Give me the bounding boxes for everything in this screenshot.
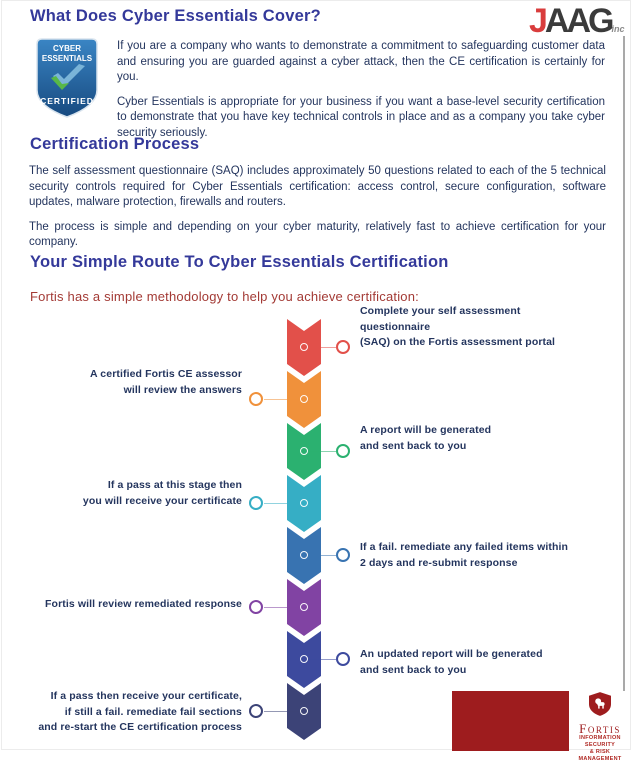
intro-paragraph-1: If you are a company who wants to demonstrate a commitment to safeguarding customer data and ensuring you are guarded against a cyber attack, then the CE certification is certainly for you. (117, 40, 605, 83)
step-2-connector (264, 399, 300, 400)
step-4-ring-icon (249, 496, 263, 510)
step-7-ring-icon (336, 652, 350, 666)
badge-line2: ESSENTIALS (41, 54, 93, 63)
footer-red-block (452, 691, 569, 751)
fortis-tagline-2: & RISK MANAGEMENT (578, 749, 622, 762)
step-5-node-icon (300, 551, 308, 559)
jaag-logo-text: JAAGinc (529, 2, 625, 40)
route-heading: Your Simple Route To Cyber Essentials Certification (30, 253, 449, 271)
fortis-logo (568, 692, 632, 763)
step-8-ring-icon (249, 704, 263, 718)
step-1-node-icon (300, 343, 308, 351)
jaag-logo (529, 1, 629, 41)
step-3-label: A report will be generated and sent back to you (360, 424, 492, 452)
step-1-connector (308, 347, 336, 348)
step-2-label: A certified Fortis CE assessor will review the answers (90, 368, 242, 396)
right-page-rule (623, 36, 625, 691)
step-8-label: If a pass then receive your certificate, if still a fail. remediate fail sections and re-start the CE certification process (38, 690, 242, 733)
step-8-connector (264, 711, 300, 712)
step-7-node-icon (300, 655, 308, 663)
step-6-ring-icon (249, 600, 263, 614)
step-8-node-icon (300, 707, 308, 715)
step-4-node-icon (300, 499, 308, 507)
step-5-ring-icon (336, 548, 350, 562)
certification-process-heading: Certification Process (30, 135, 200, 153)
certification-paragraph-1: The self assessment questionnaire (SAQ) includes approximately 50 questions related to each of the 5 technical security controls required for Cyber Essentials certification: access control, secure configuration, software updates, malware protection, firewalls and routers. (29, 165, 606, 208)
step-4-connector (264, 503, 300, 504)
step-7-connector (308, 659, 336, 660)
step-3-node-icon (300, 447, 308, 455)
step-5-label: If a fail. remediate any failed items within 2 days and re-submit response (360, 541, 569, 569)
step-6-label: Fortis will review remediated response (45, 598, 242, 610)
jaag-inc-label: inc (611, 24, 625, 34)
certification-process-paragraphs (29, 164, 606, 251)
fortis-wordmark: Fortis (579, 721, 621, 736)
step-6-node-icon (300, 603, 308, 611)
step-1-ring-icon (336, 340, 350, 354)
fortis-shield-icon (589, 692, 611, 716)
step-2-ring-icon (249, 392, 263, 406)
step-5-connector (308, 555, 336, 556)
route-subheading: Fortis has a simple methodology to help you achieve certification: (30, 289, 419, 304)
page-title: What Does Cyber Essentials Cover? (30, 7, 321, 25)
intro-paragraph-2: Cyber Essentials is appropriate for your business if you want a base-level security certification to demonstrate that you have key technical controls in place and as a company you take cyber security seriously. (117, 95, 605, 139)
fortis-tagline-1: INFORMATION SECURITY (579, 735, 621, 748)
badge-line3: CERTIFIED (40, 96, 94, 106)
document-page (1, 0, 631, 762)
step-3-ring-icon (336, 444, 350, 458)
step-7-label: An updated report will be generated and sent back to you (360, 648, 543, 676)
certification-timeline (287, 319, 321, 741)
step-2-node-icon (300, 395, 308, 403)
certification-paragraph-2: The process is simple and depending on your cyber maturity, relatively fast to achieve certification for your company. (29, 220, 606, 248)
step-3-connector (308, 451, 336, 452)
step-4-label: If a pass at this stage then you will receive your certificate (82, 479, 242, 507)
step-1-label: Complete your self assessment questionnaire (SAQ) on the Fortis assessment portal (360, 305, 556, 348)
badge-line1: CYBER (52, 44, 82, 53)
intro-paragraphs (117, 39, 605, 141)
step-6-connector (264, 607, 300, 608)
badge-shield-icon (35, 38, 99, 118)
cyber-essentials-badge (35, 38, 99, 118)
